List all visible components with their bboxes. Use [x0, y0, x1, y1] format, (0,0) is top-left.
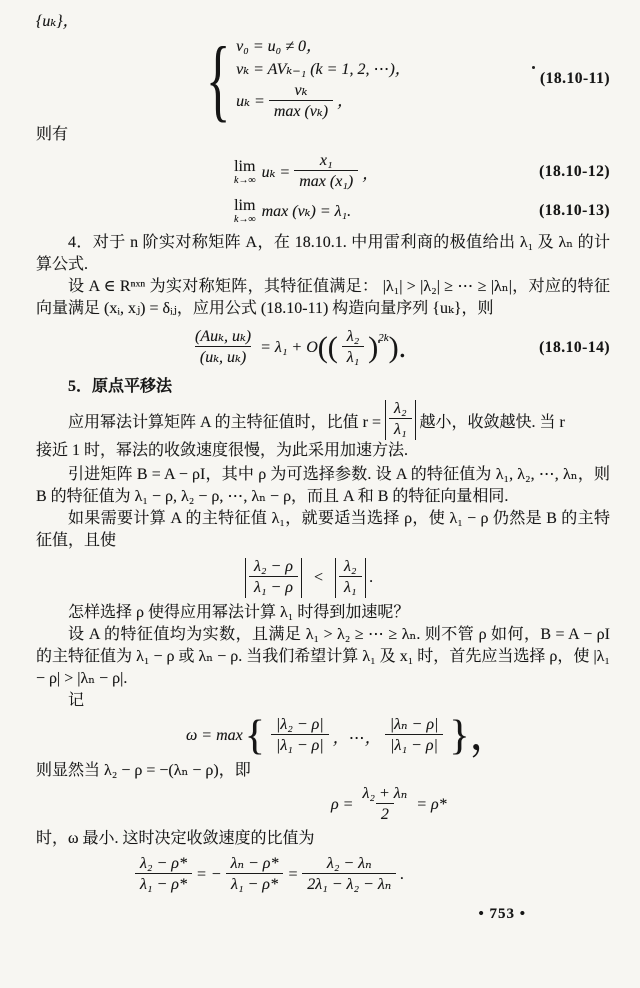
equation-18-10-12	[36, 152, 610, 192]
equation-18-10-14	[36, 324, 610, 372]
ineq-left-fraction	[245, 558, 302, 598]
paragraph-symmetric-matrix: 设 A ∈ Rⁿˣⁿ 为实对称矩阵，其特征值满足： |λ₁| > |λ₂| ≥ ⋯ ≥ |λₙ|，对应的特征向量满足 (xᵢ, xⱼ) = δᵢⱼ，应用公式 (18.10-11) 构造向量序列 {uₖ}，则	[36, 278, 610, 317]
ineq-left-den: λ₁ − ρ	[249, 576, 298, 598]
close-paren-inner: )	[368, 331, 379, 364]
equation-label-18-10-12: (18.10-12)	[539, 163, 610, 180]
rho-den: 2	[376, 803, 394, 825]
ineq-left-num: λ₂ − ρ	[254, 558, 293, 575]
rho-fraction	[357, 785, 412, 825]
omega-mid: ，⋯，	[332, 729, 381, 747]
text-after-ratio: 越小，收敛越快. 当 r	[419, 413, 565, 431]
equation-shift-inequality	[36, 556, 610, 600]
lambda-ratio-den: λ₁	[342, 346, 365, 368]
limit-operator	[234, 159, 256, 186]
paragraph-item-4: 4．对于 n 阶实对称矩阵 A，在 18.10.1. 中用雷利商的极值给出 λ₁ 及 λₙ 的计算公式.	[36, 234, 610, 273]
equation-omega-max	[36, 714, 610, 758]
uk-fraction-den: max (vₖ)	[269, 100, 333, 122]
final-rel-1: = −	[195, 866, 222, 883]
ineq-right-den: λ₁	[339, 576, 362, 598]
final-tail: .	[400, 866, 405, 883]
limit-operator	[234, 198, 256, 225]
page-number: • 753 •	[478, 906, 526, 922]
final-rel-2: =	[287, 866, 299, 883]
ineq-right-num: λ₂	[344, 558, 357, 575]
eq12-lhs: uₖ =	[261, 164, 291, 181]
final-f2-num: λₙ − ρ*	[230, 855, 279, 872]
eq13-body: max (vₖ) = λ₁.	[261, 203, 352, 220]
exponent-2k: 2k	[378, 332, 389, 344]
uk-fraction	[269, 82, 333, 122]
eq12-num: x₁	[319, 152, 333, 169]
equation-optimal-rho	[36, 784, 610, 826]
lim-subscript: k→∞	[234, 213, 256, 225]
ratio-den: λ₁	[389, 418, 412, 440]
rho-rhs: = ρ*	[416, 796, 447, 813]
final-f3-num: λ₂ − λₙ	[326, 855, 372, 872]
rho-lhs: ρ =	[331, 796, 354, 813]
uk-tail: ，	[337, 93, 354, 110]
close-paren-outer: ).	[388, 331, 407, 364]
section-5-heading: 5．原点平移法	[68, 378, 173, 395]
equation-label-18-10-11: (18.10-11)	[539, 70, 610, 87]
paragraph-if-need-compute: 如果需要计算 A 的主特征值 λ₁，就要适当选择 ρ，使 λ₁ − ρ 仍然是 B 的主特征值，且使	[36, 510, 610, 549]
uk-lhs: uₖ =	[236, 93, 265, 110]
rayleigh-num: (Auₖ, uₖ)	[195, 328, 252, 345]
lim-subscript: k→∞	[234, 174, 256, 186]
paragraph-real-eigenvalues: 设 A 的特征值均为实数，且满足 λ₁ > λ₂ ≥ ⋯ ≥ λₙ. 则不管 ρ 如何，B = A − ρI 的主特征值为 λ₁ − ρ 或 λₙ − ρ. 当我们希望计算 λ₁ 及 x₁ 时，首先应当选择 ρ，使 |λ₁ − ρ| > |λₙ − ρ|.	[36, 626, 610, 687]
omega-f2-den: |λ₁ − ρ|	[385, 734, 443, 756]
ratio-fraction	[385, 400, 416, 440]
paragraph-how-choose-rho: 怎样选择 ρ 使得应用幂法计算 λ₁ 时得到加速呢？	[68, 604, 410, 621]
system-line-1: v₀ = u₀ ≠ 0，	[236, 38, 322, 55]
equation-18-10-13	[36, 196, 610, 226]
system-line-3	[236, 82, 411, 122]
paragraph-obvious-when: 则显然当 λ₂ − ρ = −(λₙ − ρ)，即	[36, 762, 251, 779]
paragraph-power-ratio-line2: 接近 1 时，幂法的收敛速度很慢，为此采用加速方法.	[36, 442, 409, 459]
text-before-ratio: 应用幂法计算矩阵 A 的主特征值时，比值 r =	[68, 413, 382, 431]
final-f1-num: λ₂ − ρ*	[140, 855, 187, 872]
paragraph-introduce-matrix-b: 引进矩阵 B = A − ρI，其中 ρ 为可选择参数. 设 A 的特征值为 λ₁, λ₂, ⋯, λₙ，则 B 的特征值为 λ₁ − ρ, λ₂ − ρ, ⋯, λₙ − ρ，而且 A 和 B 的特征向量相同.	[36, 466, 610, 505]
system-lines	[236, 36, 411, 122]
system-brace: {	[205, 28, 231, 130]
system-line-2: vₖ = AVₖ₋₁ (k = 1, 2, ⋯)，	[236, 61, 411, 78]
ineq-tail: .	[369, 569, 374, 586]
omega-fraction-1	[271, 716, 329, 756]
final-fraction-2	[226, 855, 284, 895]
final-fraction-1	[135, 855, 192, 895]
rho-num: λ₂ + λₙ	[362, 785, 408, 802]
sequence-uk-line: {uₖ}，	[36, 13, 79, 30]
omega-lhs: ω = max	[186, 727, 243, 744]
final-f2-den: λ₁ − ρ*	[226, 873, 283, 895]
less-than-sign: <	[313, 569, 323, 586]
ratio-num: λ₂	[394, 400, 407, 417]
eq12-fraction	[294, 152, 358, 192]
lambda-ratio-fraction	[342, 328, 365, 368]
final-fraction-3	[302, 855, 396, 895]
omega-f2-num: |λₙ − ρ|	[389, 716, 439, 733]
rayleigh-fraction	[190, 328, 256, 368]
eq12-den: max (x₁)	[294, 170, 358, 192]
paragraph-omega-smallest: 时，ω 最小. 这时决定收敛速度的比值为	[36, 830, 315, 847]
final-f1-den: λ₁ − ρ*	[135, 873, 192, 895]
equation-label-18-10-14: (18.10-14)	[539, 339, 610, 356]
lim-word: lim	[234, 196, 256, 214]
eq12-tail: ，	[362, 165, 379, 183]
uk-fraction-num: vₖ	[294, 82, 308, 99]
rayleigh-den: (uₖ, uₖ)	[195, 346, 251, 368]
then-have-text: 则有	[36, 126, 69, 143]
lim-word: lim	[234, 157, 256, 175]
open-brace: {	[244, 713, 265, 759]
close-brace: }，	[449, 713, 512, 759]
lambda-ratio-num: λ₂	[346, 328, 360, 345]
omega-fraction-2	[385, 716, 444, 756]
equation-convergence-ratio	[36, 852, 610, 898]
open-parens: ((	[317, 331, 338, 364]
eq14-mid: = λ₁ + O	[260, 339, 318, 356]
omega-f1-den: |λ₁ − ρ|	[271, 734, 329, 756]
ineq-right-fraction	[335, 558, 366, 598]
equation-label-18-10-13: (18.10-13)	[539, 202, 610, 219]
final-f3-den: 2λ₁ − λ₂ − λₙ	[302, 873, 396, 895]
omega-f1-num: |λ₂ − ρ|	[275, 716, 324, 733]
paragraph-ji: 记	[68, 692, 85, 709]
paragraph-power-ratio-line1	[36, 400, 610, 440]
equation-18-10-11	[36, 28, 610, 130]
